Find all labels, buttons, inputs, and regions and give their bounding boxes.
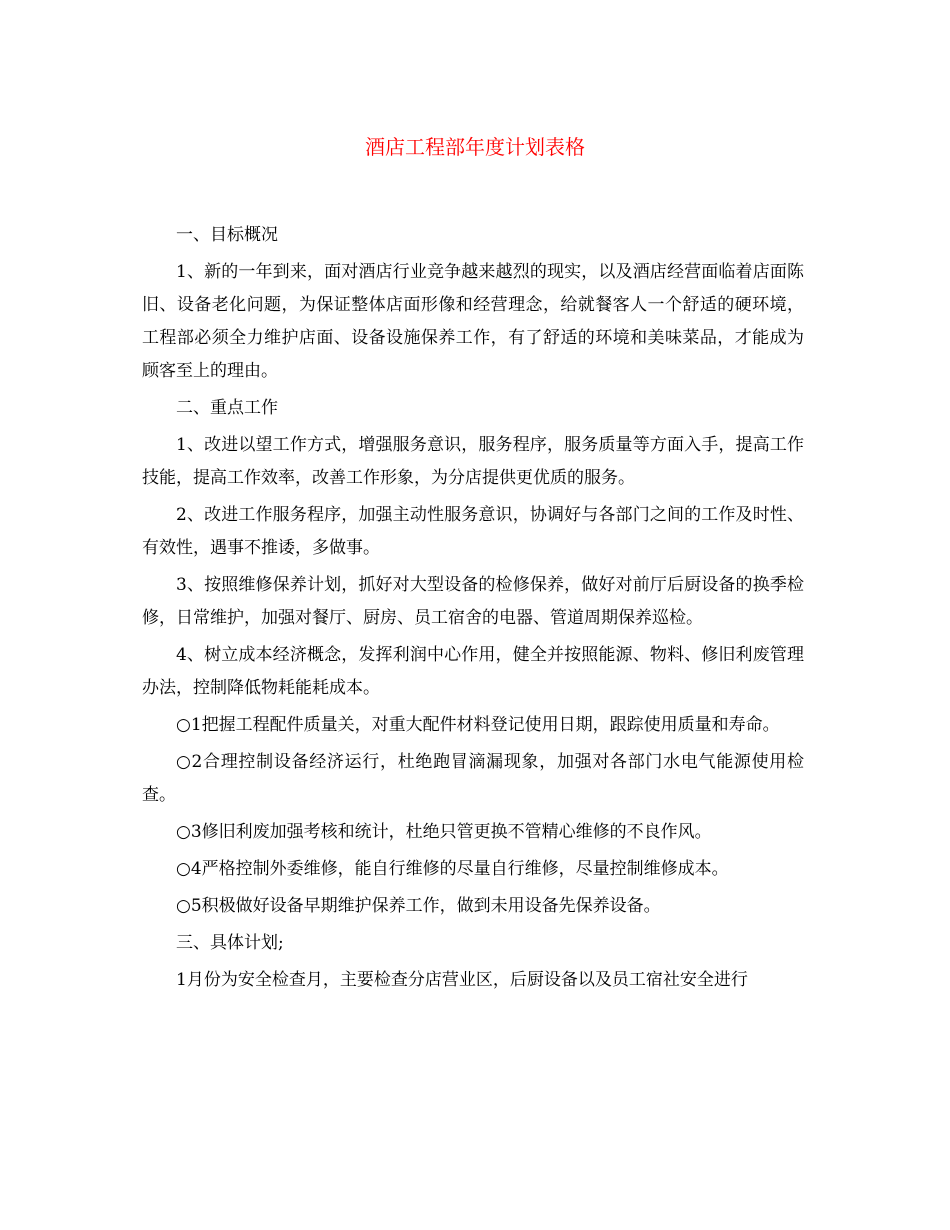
- paragraph-key-work-4: 4、树立成本经济概念，发挥利润中心作用，健全并按照能源、物料、修旧利废管理办法，控制降低物耗能耗成本。: [142, 645, 804, 698]
- list-item-4: ○4严格控制外委维修，能自行维修的尽量自行维修，尽量控制维修成本。: [176, 859, 729, 879]
- paragraph-key-work-3: 3、按照维修保养计划，抓好对大型设备的检修保养，做好对前厅后厨设备的换季检修，日常维护，加强对餐厅、厨房、员工宿舍的电器、管道周期保养巡检。: [142, 575, 804, 628]
- document-title: 酒店工程部年度计划表格: [365, 135, 585, 159]
- section-heading-goals: 一、目标概况: [176, 225, 278, 245]
- list-item-5: ○5积极做好设备早期维护保养工作，做到未用设备先保养设备。: [176, 896, 661, 916]
- paragraph-goals-1: 1、新的一年到来，面对酒店行业竞争越来越烈的现实，以及酒店经营面临着店面陈旧、设备老化问题，为保证整体店面形像和经营理念，给就餐客人一个舒适的硬环境，工程部必须全力维护店面、设备设施保养工作，有了舒适的环境和美味菜品，才能成为顾客至上的理由。: [142, 262, 804, 381]
- paragraph-key-work-1: 1、改进以望工作方式，增强服务意识，服务程序，服务质量等方面入手，提高工作技能，提高工作效率，改善工作形象，为分店提供更优质的服务。: [142, 435, 804, 488]
- section-heading-key-work: 二、重点工作: [176, 398, 278, 418]
- paragraph-plan-1: 1月份为安全检查月，主要检查分店营业区，后厨设备以及员工宿社安全进行: [176, 970, 748, 990]
- paragraph-key-work-2: 2、改进工作服务程序，加强主动性服务意识，协调好与各部门之间的工作及时性、有效性，遇事不推诿，多做事。: [142, 505, 804, 558]
- list-item-1: ○1把握工程配件质量关，对重大配件材料登记使用日期，跟踪使用质量和寿命。: [176, 715, 780, 735]
- section-heading-plan: 三、具体计划;: [176, 933, 284, 953]
- document-body: [142, 219, 804, 1001]
- list-item-3: ○3修旧利废加强考核和统计，杜绝只管更换不管精心维修的不良作风。: [176, 822, 712, 842]
- list-item-2: ○2合理控制设备经济运行，杜绝跑冒滴漏现象，加强对各部门水电气能源使用检查。: [142, 752, 804, 805]
